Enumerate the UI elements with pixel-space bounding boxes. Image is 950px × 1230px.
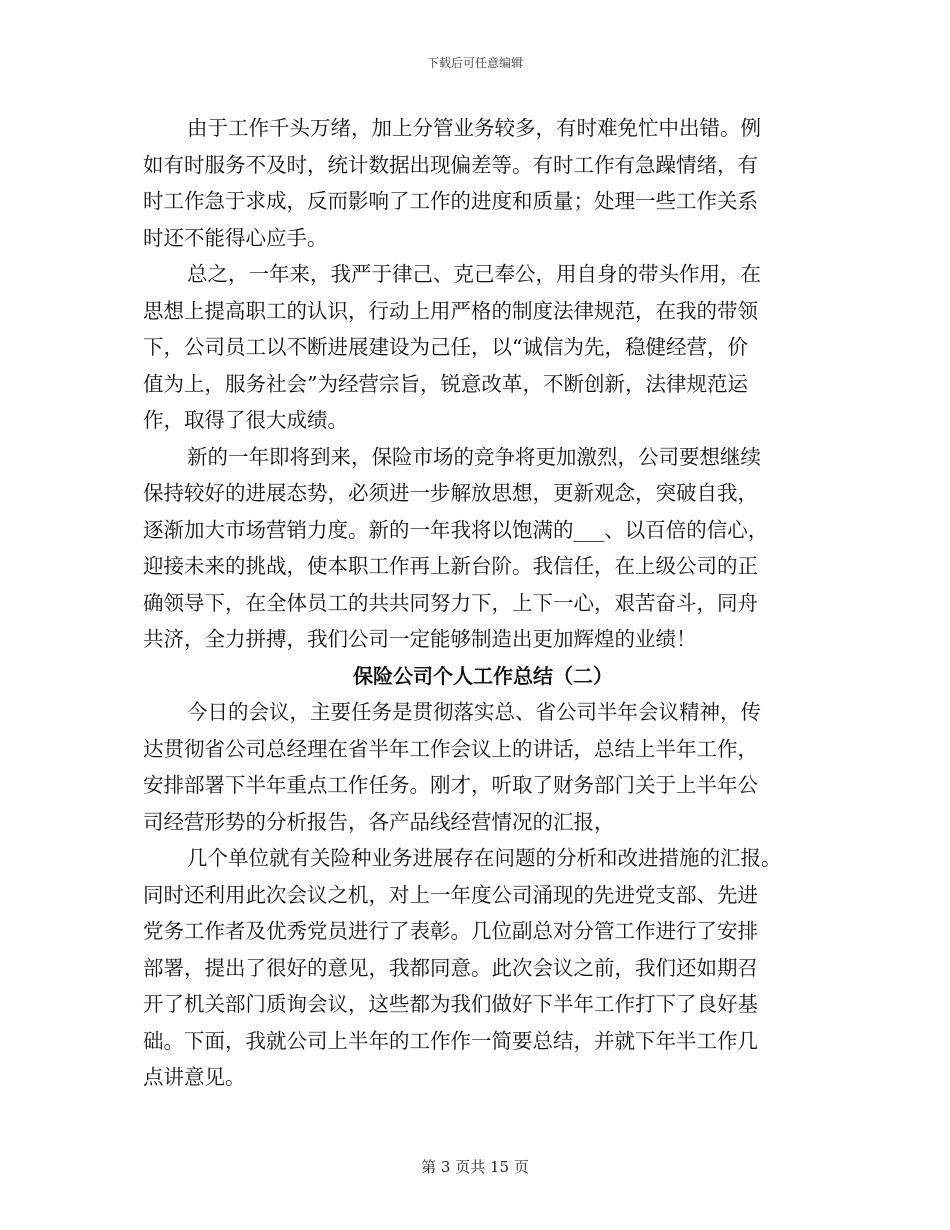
text-line: 司经营形势的分析报告，各产品线经营情况的汇报，	[143, 809, 615, 834]
text-line: 保持较好的进展态势，必须进一步解放思想，更新观念，突破自我，	[143, 481, 758, 505]
text-line: 共济，全力拼搏，我们公司一定能够制造出更加辉煌的业绩！	[143, 627, 697, 651]
text-line: 同时还利用此次会议之机，对上一年度公司涌现的先进党支部、先进	[143, 882, 758, 907]
text-line: 如有时服务不及时，统计数据出现偏差等。有时工作有急躁情绪，有	[143, 152, 758, 177]
text-line: 总之，一年来，我严于律己、克己奉公，用自身的带头作用，在	[187, 262, 761, 286]
text-line: 部署，提出了很好的意见，我都同意。此次会议之前，我们还如期召	[143, 955, 758, 980]
text-line: 时工作急于求成，反而影响了工作的进度和质量；处理一些工作关系	[143, 189, 758, 213]
text-line: 几个单位就有关险种业务进展存在问题的分析和改进措施的汇报。	[187, 846, 782, 870]
text-line: 达贯彻省公司总经理在省半年工作会议上的讲话，总结上半年工作，	[143, 736, 758, 761]
text-line: 由于工作千头万绪，加上分管业务较多，有时难免忙中出错。例	[187, 116, 761, 140]
paragraph-4	[143, 694, 823, 840]
paragraph-5	[143, 840, 823, 1096]
page-footer: 第 3 页共 15 页	[421, 1158, 529, 1176]
paragraph-2	[143, 256, 823, 439]
text-line: 党务工作者及优秀党员进行了表彰。几位副总对分管工作进行了安排	[143, 919, 758, 943]
text-line: 逐渐加大市场营销力度。新的一年我将以饱满的___、以百倍的信心，	[143, 517, 769, 542]
text-line: 点讲意见。	[143, 1065, 246, 1089]
text-line: 础。下面，我就公司上半年的工作作一简要总结，并就下年半工作几	[143, 1028, 758, 1053]
text-line: 下，公司员工以不断进展建设为己任，以“诚信为先，稳健经营，价	[143, 335, 748, 359]
text-line: 作，取得了很大成绩。	[143, 408, 348, 432]
text-line: 时还不能得心应手。	[143, 225, 328, 250]
paragraph-3	[143, 439, 823, 658]
document-body	[143, 110, 823, 1096]
paragraph-1	[143, 110, 823, 256]
text-line: 迎接未来的挑战，使本职工作再上新台阶。我信任，在上级公司的正	[143, 554, 758, 578]
text-line: 值为上，服务社会”为经营宗旨，锐意改革，不断创新，法律规范运	[143, 371, 748, 396]
text-line: 开了机关部门质询会议，这些都为我们做好下半年工作打下了良好基	[143, 992, 758, 1016]
text-line: 今日的会议，主要任务是贯彻落实总、省公司半年会议精神，传	[187, 700, 761, 724]
section-title: 保险公司个人工作总结（二）	[353, 663, 613, 688]
text-line: 思想上提高职工的认识，行动上用严格的制度法律规范，在我的带领	[143, 298, 758, 323]
text-line: 新的一年即将到来，保险市场的竞争将更加激烈，公司要想继续	[187, 444, 761, 469]
text-line: 确领导下，在全体员工的共共同努力下，上下一心，艰苦奋斗，同舟	[143, 590, 758, 615]
text-line: 安排部署下半年重点工作任务。刚才，听取了财务部门关于上半年公	[143, 773, 758, 797]
header-note: 下载后可任意编辑	[426, 56, 523, 70]
